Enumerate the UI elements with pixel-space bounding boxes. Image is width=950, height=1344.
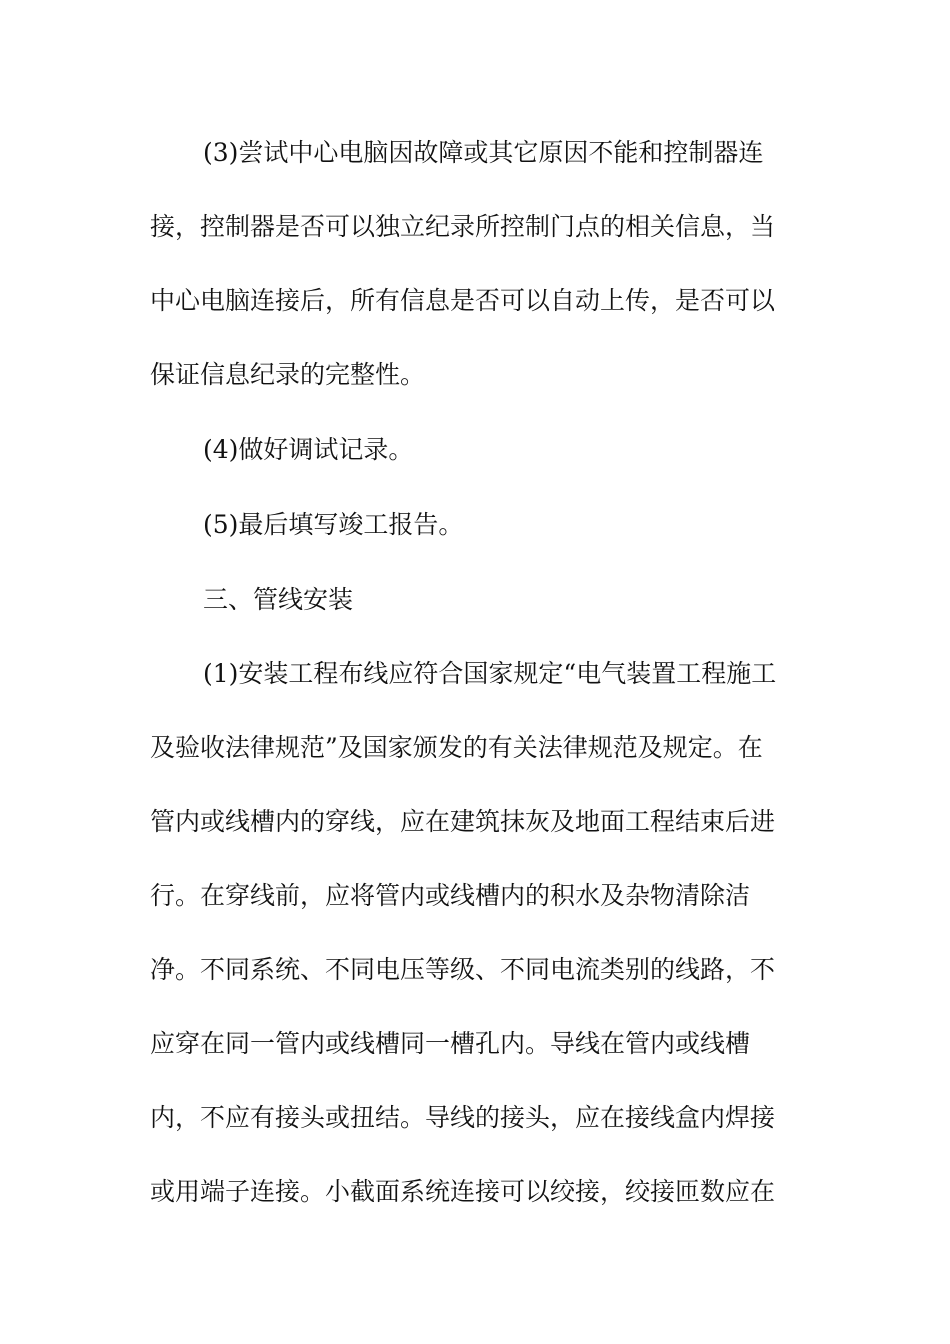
paragraph-4: (4)做好调试记录。	[203, 435, 414, 464]
paragraph-5: (5)最后填写竣工报告。	[203, 510, 464, 539]
section-paragraph-1-line-8: 或用端子连接。小截面系统连接可以绞接，绞接匝数应在	[150, 1177, 776, 1206]
section-paragraph-1-line-5: 净。不同系统、不同电压等级、不同电流类别的线路，不	[150, 955, 776, 984]
paragraph-3-line-3: 中心电脑连接后，所有信息是否可以自动上传，是否可以	[150, 286, 776, 315]
section-heading: 三、管线安装	[203, 585, 354, 614]
paragraph-3-line-1: (3)尝试中心电脑因故障或其它原因不能和控制器连	[203, 138, 764, 167]
paragraph-3-line-2: 接，控制器是否可以独立纪录所控制门点的相关信息，当	[150, 212, 776, 241]
section-paragraph-1-line-6: 应穿在同一管内或线槽同一槽孔内。导线在管内或线槽	[150, 1029, 751, 1058]
section-paragraph-1-line-2: 及验收法律规范”及国家颁发的有关法律规范及规定。在	[150, 733, 763, 762]
section-paragraph-1-line-1: (1)安装工程布线应符合国家规定“电气装置工程施工	[203, 659, 777, 688]
paragraph-3-line-4: 保证信息纪录的完整性。	[150, 360, 426, 389]
section-paragraph-1-line-3: 管内或线槽内的穿线，应在建筑抹灰及地面工程结束后进	[150, 807, 776, 836]
section-paragraph-1-line-4: 行。在穿线前，应将管内或线槽内的积水及杂物清除洁	[150, 881, 751, 910]
section-paragraph-1-line-7: 内，不应有接头或扭结。导线的接头，应在接线盒内焊接	[150, 1103, 776, 1132]
